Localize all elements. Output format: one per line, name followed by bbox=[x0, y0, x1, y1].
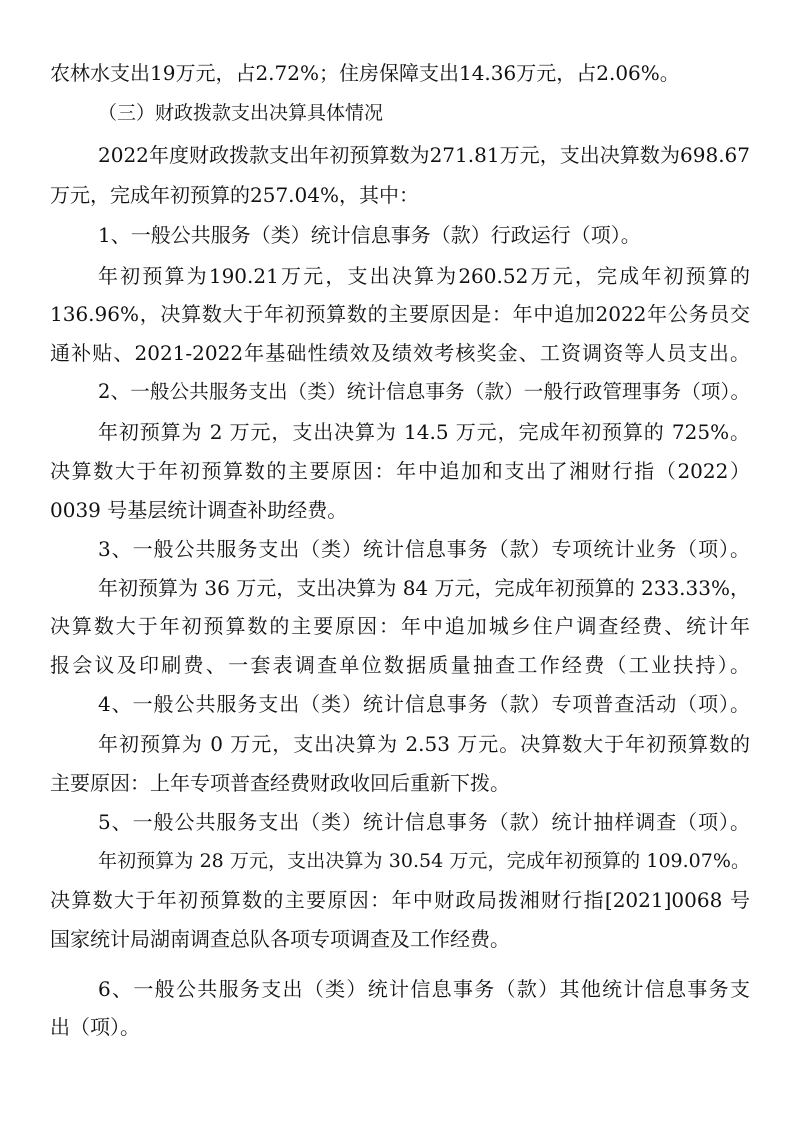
item-heading: 6、一般公共服务支出（类）统计信息事务（款）其他统计信息事务支 bbox=[98, 977, 750, 1001]
item-heading: 5、一般公共服务支出（类）统计信息事务（款）统计抽样调查（项）。 bbox=[98, 810, 750, 834]
paragraph-line: 农林水支出19万元，占2.72%；住房保障支出14.36万元，占2.06%。 bbox=[50, 61, 680, 85]
item-heading: 2、一般公共服务支出（类）统计信息事务（款）一般行政管理事务（项）。 bbox=[98, 380, 750, 403]
paragraph-line: 年初预算为 0 万元，支出决算为 2.53 万元。决算数大于年初预算数的 bbox=[98, 732, 750, 756]
paragraph-line: 2022年度财政拨款支出年初预算数为271.81万元，支出决算数为698.67 bbox=[98, 143, 750, 167]
item-heading: 3、一般公共服务支出（类）统计信息事务（款）专项统计业务（项）。 bbox=[98, 537, 750, 561]
paragraph-line: 136.96%，决算数大于年初预算数的主要原因是：年中追加2022年公务员交 bbox=[50, 302, 750, 326]
paragraph-line: 万元，完成年初预算的257.04%，其中： bbox=[50, 183, 419, 207]
item-heading: 1、一般公共服务（类）统计信息事务（款）行政运行（项）。 bbox=[98, 223, 641, 247]
paragraph-line: 0039 号基层统计调查补助经费。 bbox=[50, 498, 348, 522]
paragraph-line: 通补贴、2021-2022年基础性绩效及绩效考核奖金、工资调资等人员支出。 bbox=[50, 341, 750, 365]
paragraph-line: 主要原因：上年专项普查经费财政收回后重新下拨。 bbox=[50, 771, 510, 795]
paragraph-line: 出（项）。 bbox=[50, 1015, 140, 1039]
paragraph-line: 决算数大于年初预算数的主要原因：年中财政局拨湘财行指[2021]0068 号 bbox=[50, 888, 750, 912]
paragraph-line: 决算数大于年初预算数的主要原因：年中追加城乡住户调查经费、统计年 bbox=[50, 614, 750, 638]
paragraph-line: 年初预算为190.21万元，支出决算为260.52万元，完成年初预算的 bbox=[98, 264, 750, 288]
paragraph-line: 决算数大于年初预算数的主要原因：年中追加和支出了湘财行指（2022） bbox=[50, 459, 750, 483]
section-heading: （三）财政拨款支出决算具体情况 bbox=[98, 102, 384, 124]
paragraph-line: 年初预算为 2 万元，支出决算为 14.5 万元，完成年初预算的 725%。 bbox=[98, 420, 750, 444]
paragraph-line: 国家统计局湖南调查总队各项专项调查及工作经费。 bbox=[50, 927, 510, 951]
paragraph-line: 年初预算为 36 万元，支出决算为 84 万元，完成年初预算的 233.33%， bbox=[98, 576, 750, 600]
paragraph-line: 报会议及印刷费、一套表调查单位数据质量抽查工作经费（工业扶持）。 bbox=[50, 653, 750, 677]
item-heading: 4、一般公共服务支出（类）统计信息事务（款）专项普查活动（项）。 bbox=[98, 692, 750, 716]
paragraph-line: 年初预算为 28 万元，支出决算为 30.54 万元，完成年初预算的 109.07%。 bbox=[98, 850, 750, 872]
